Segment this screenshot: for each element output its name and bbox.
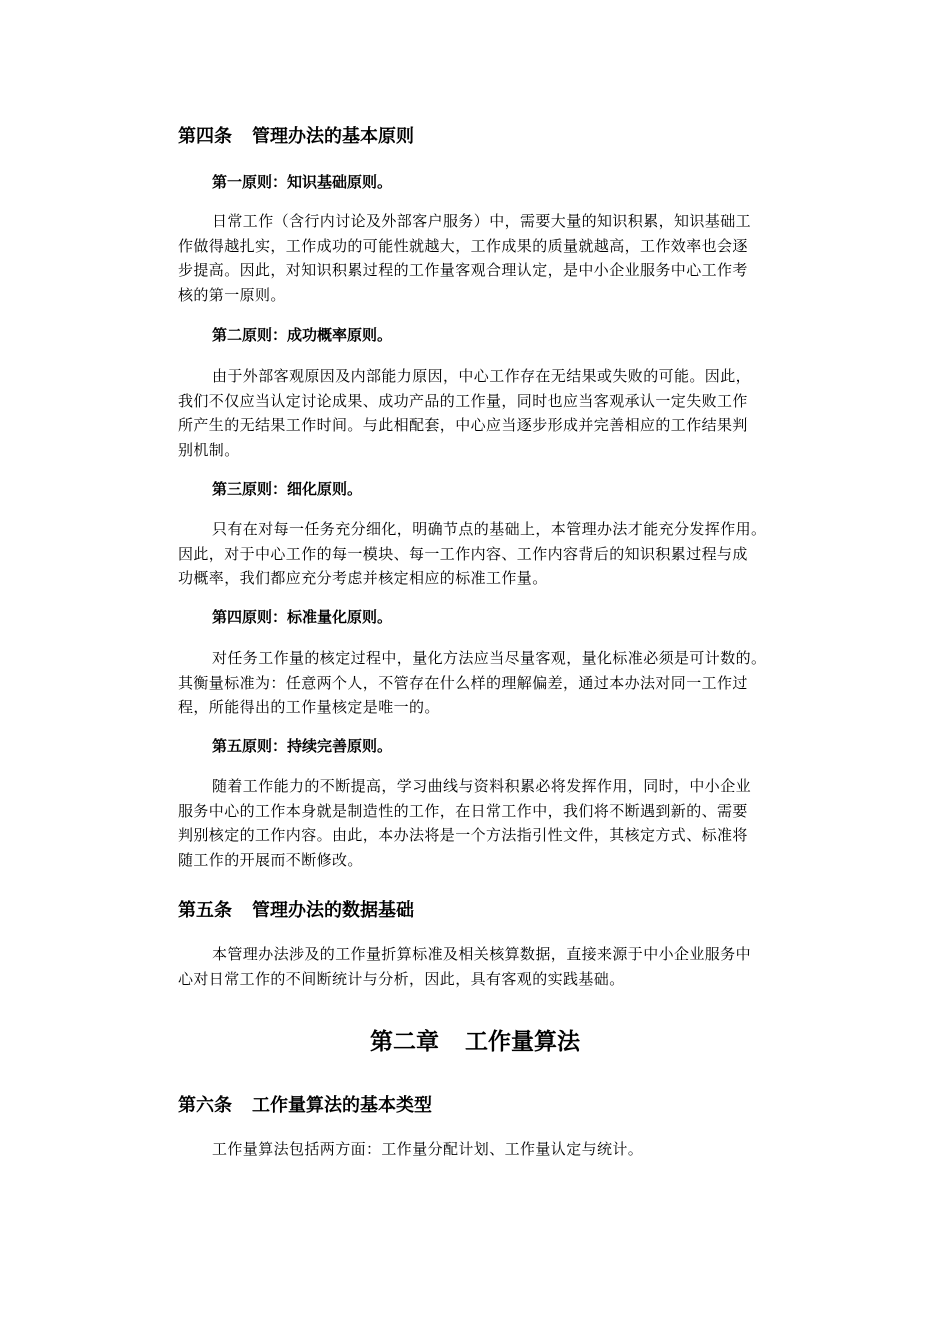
principle-2-heading: 第二原则：成功概率原则。 [212, 326, 393, 344]
principle-1-paragraph [178, 209, 818, 307]
article-5-title: 管理办法的数据基础 [252, 900, 414, 921]
article-5-number: 第五条 [178, 900, 232, 921]
paragraph-line: 别机制。 [178, 440, 240, 459]
chapter-2-number: 第二章 [370, 1029, 439, 1055]
paragraph-line: 因此，对于中心工作的每一模块、每一工作内容、工作内容背后的知识积累过程与成 [178, 544, 748, 563]
paragraph-line: 工作量算法包括两方面：工作量分配计划、工作量认定与统计。 [212, 1140, 644, 1158]
paragraph-line: 核的第一原则。 [178, 285, 286, 304]
chapter-2-heading [0, 1027, 950, 1057]
principle-3-heading: 第三原则：细化原则。 [212, 480, 363, 498]
paragraph-line: 服务中心的工作本身就是制造性的工作，在日常工作中，我们将不断遇到新的、需要 [178, 801, 748, 820]
article-5-paragraph [178, 942, 818, 991]
paragraph-line: 程，所能得出的工作量核定是唯一的。 [178, 698, 440, 716]
principle-1-heading: 第一原则：知识基础原则。 [212, 173, 393, 191]
paragraph-line: 本管理办法涉及的工作量折算标准及相关核算数据，直接来源于中小企业服务中 [212, 945, 752, 963]
paragraph-line: 对任务工作量的核定过程中，量化方法应当尽量客观，量化标准必须是可计数的。 [212, 649, 767, 667]
paragraph-line: 判别核定的工作内容。由此，本办法将是一个方法指引性文件，其核定方式、标准将 [178, 826, 748, 844]
article-5-heading [178, 899, 414, 923]
article-4-title: 管理办法的基本原则 [252, 126, 414, 147]
paragraph-line: 其衡量标准为：任意两个人，不管存在什么样的理解偏差，通过本办法对同一工作过 [178, 673, 748, 692]
article-6-heading [178, 1094, 432, 1118]
paragraph-line: 我们不仅应当认定讨论成果、成功产品的工作量，同时也应当客观承认一定失败工作 [178, 391, 748, 410]
principle-4-paragraph [178, 646, 818, 720]
chapter-2-title: 工作量算法 [465, 1029, 580, 1055]
paragraph-line: 只有在对每一任务充分细化，明确节点的基础上，本管理办法才能充分发挥作用。 [212, 520, 767, 538]
paragraph-line: 心对日常工作的不间断统计与分析，因此，具有客观的实践基础。 [178, 969, 625, 988]
paragraph-line: 由于外部客观原因及内部能力原因，中心工作存在无结果或失败的可能。因此， [212, 367, 752, 385]
principle-4-heading: 第四原则：标准量化原则。 [212, 608, 393, 626]
principle-2-paragraph [178, 364, 818, 462]
paragraph-line: 日常工作（含行内讨论及外部客户服务）中，需要大量的知识积累，知识基础工 [212, 212, 752, 230]
paragraph-line: 随着工作能力的不断提高，学习曲线与资料积累必将发挥作用，同时，中小企业 [212, 777, 752, 795]
principle-5-paragraph [178, 774, 818, 872]
principle-3-paragraph [178, 517, 818, 591]
paragraph-line: 随工作的开展而不断修改。 [178, 850, 363, 869]
principle-5-heading: 第五原则：持续完善原则。 [212, 737, 393, 755]
article-4-number: 第四条 [178, 126, 232, 147]
paragraph-line: 所产生的无结果工作时间。与此相配套，中心应当逐步形成并完善相应的工作结果判 [178, 416, 748, 434]
article-4-heading [178, 125, 414, 149]
paragraph-line: 作做得越扎实，工作成功的可能性就越大，工作成果的质量就越高，工作效率也会逐 [178, 236, 748, 255]
paragraph-line: 步提高。因此，对知识积累过程的工作量客观合理认定，是中小企业服务中心工作考 [178, 261, 748, 279]
article-6-title: 工作量算法的基本类型 [252, 1095, 432, 1116]
paragraph-line: 功概率，我们都应充分考虑并核定相应的标准工作量。 [178, 569, 548, 587]
article-6-paragraph [178, 1137, 818, 1162]
article-6-number: 第六条 [178, 1095, 232, 1116]
